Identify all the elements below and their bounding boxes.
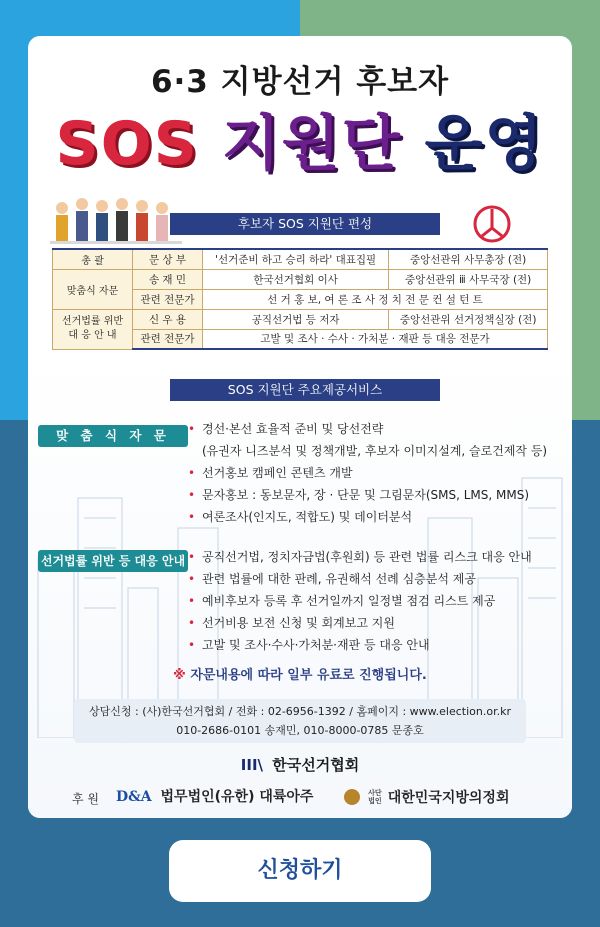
sponsor-council-type: 사단법인 — [368, 789, 382, 805]
council-seal-icon — [344, 789, 360, 805]
table-row — [53, 269, 548, 289]
service-list-consulting — [188, 418, 547, 528]
organizer-name: 한국선거협회 — [272, 756, 360, 774]
list-item: • 여론조사(인지도, 적합도) 및 데이터분석 — [188, 506, 547, 528]
composition-table — [52, 248, 548, 350]
table-cell-category: 맞춤식 자문 — [53, 269, 133, 309]
list-item: • 공직선거법, 정치자금법(후원회) 등 관련 법률 리스크 대응 안내 — [188, 546, 532, 568]
sponsor-law-firm — [116, 786, 313, 806]
list-item: • 경선·본선 효율적 준비 및 당선전략 — [188, 418, 547, 440]
contact-line-1: 상담신청 : (사)한국선거협회 / 전화 : 02-6956-1392 / 홈페이지 : www.election.or.kr — [89, 705, 511, 718]
table-cell-name: 관련 전문가 — [133, 289, 203, 309]
table-cell-desc: 선 거 홍 보, 여 론 조 사 정 치 전 문 컨 설 턴 트 — [203, 289, 548, 309]
table-cell-desc: '선거준비 하고 승리 하라' 대표집필 — [203, 249, 389, 269]
table-cell-desc: 공직선거법 등 저자 — [203, 309, 389, 329]
service-label-legal: 선거법률 위반 등 대응 안내 — [38, 550, 188, 572]
list-item: • 고발 및 조사·수사·가처분·재판 등 대응 안내 — [188, 634, 532, 656]
headline-sos: SOS — [55, 109, 199, 179]
table-cell-career: 중앙선관위 사무총장 (전) — [389, 249, 548, 269]
note-mark: ※ — [173, 668, 186, 683]
table-row — [53, 309, 548, 329]
sponsor-council — [344, 787, 509, 807]
sponsor-row — [28, 786, 572, 810]
table-cell-name: 신 우 용 — [133, 309, 203, 329]
table-cell-category: 총 괄 — [53, 249, 133, 269]
organizer — [28, 754, 572, 775]
contact-line-2: 010-2686-0101 송재민, 010-8000-0785 문종호 — [176, 724, 424, 737]
list-item: • 선거홍보 캠페인 콘텐츠 개발 — [188, 462, 547, 484]
dna-logo-icon: D&A — [116, 789, 152, 805]
sponsor-law-firm-name: 법무법인(유한) 대륙아주 — [160, 789, 314, 805]
table-cell-category: 선거법률 위반 대 응 안 내 — [53, 309, 133, 349]
table-cell-name: 송 재 민 — [133, 269, 203, 289]
table-cell-name: 관련 전문가 — [133, 329, 203, 349]
people-illustration — [50, 194, 182, 252]
list-item: • 문자홍보 : 동보문자, 장 · 단문 및 그림문자(SMS, LMS, MMS) — [188, 484, 547, 506]
list-item: • 예비후보자 등록 후 선거일까지 일정별 점검 리스트 제공 — [188, 590, 532, 612]
table-row — [53, 249, 548, 269]
table-cell-career: 중앙선관위 ⅲ 사무국장 (전) — [389, 269, 548, 289]
table-cell-desc: 한국선거협회 이사 — [203, 269, 389, 289]
list-item: • 관련 법률에 대한 판례, 유권해석 선례 심층분석 제공 — [188, 568, 532, 590]
fee-notice — [28, 664, 572, 683]
service-list-legal — [188, 546, 532, 656]
apply-button[interactable]: 신청하기 — [169, 840, 431, 902]
note-text: 자문내용에 따라 일부 유료로 진행됩니다. — [190, 668, 427, 683]
table-cell-name: 문 상 부 — [133, 249, 203, 269]
organizer-logo-icon: III\ — [240, 756, 264, 774]
list-item: • 선거비용 보전 신청 및 회계보고 지원 — [188, 612, 532, 634]
headline-support-team: 지원단 — [221, 109, 402, 179]
table-cell-desc: 고발 및 조사 · 수사 · 가처분 · 재판 등 대응 전문가 — [203, 329, 548, 349]
table-cell-career: 중앙선관위 선거정책실장 (전) — [389, 309, 548, 329]
contact-box — [74, 699, 526, 743]
service-label-consulting: 맞 춤 식 자 문 — [38, 425, 188, 447]
sponsor-label: 후 원 — [72, 792, 99, 806]
section-title-services: SOS 지원단 주요제공서비스 — [170, 379, 440, 401]
headline-operation: 운영 — [424, 109, 545, 179]
sponsor-council-name: 대한민국지방의정회 — [387, 790, 510, 806]
poster-card — [28, 36, 572, 818]
list-item: (유권자 니즈분석 및 정책개발, 후보자 이미지설계, 슬로건제작 등) — [202, 444, 548, 458]
headline-sos-support — [28, 104, 572, 184]
headline-election: 6·3 지방선거 후보자 — [150, 64, 450, 100]
section-title-composition: 후보자 SOS 지원단 편성 — [170, 213, 440, 235]
election-logo-icon — [472, 204, 512, 244]
